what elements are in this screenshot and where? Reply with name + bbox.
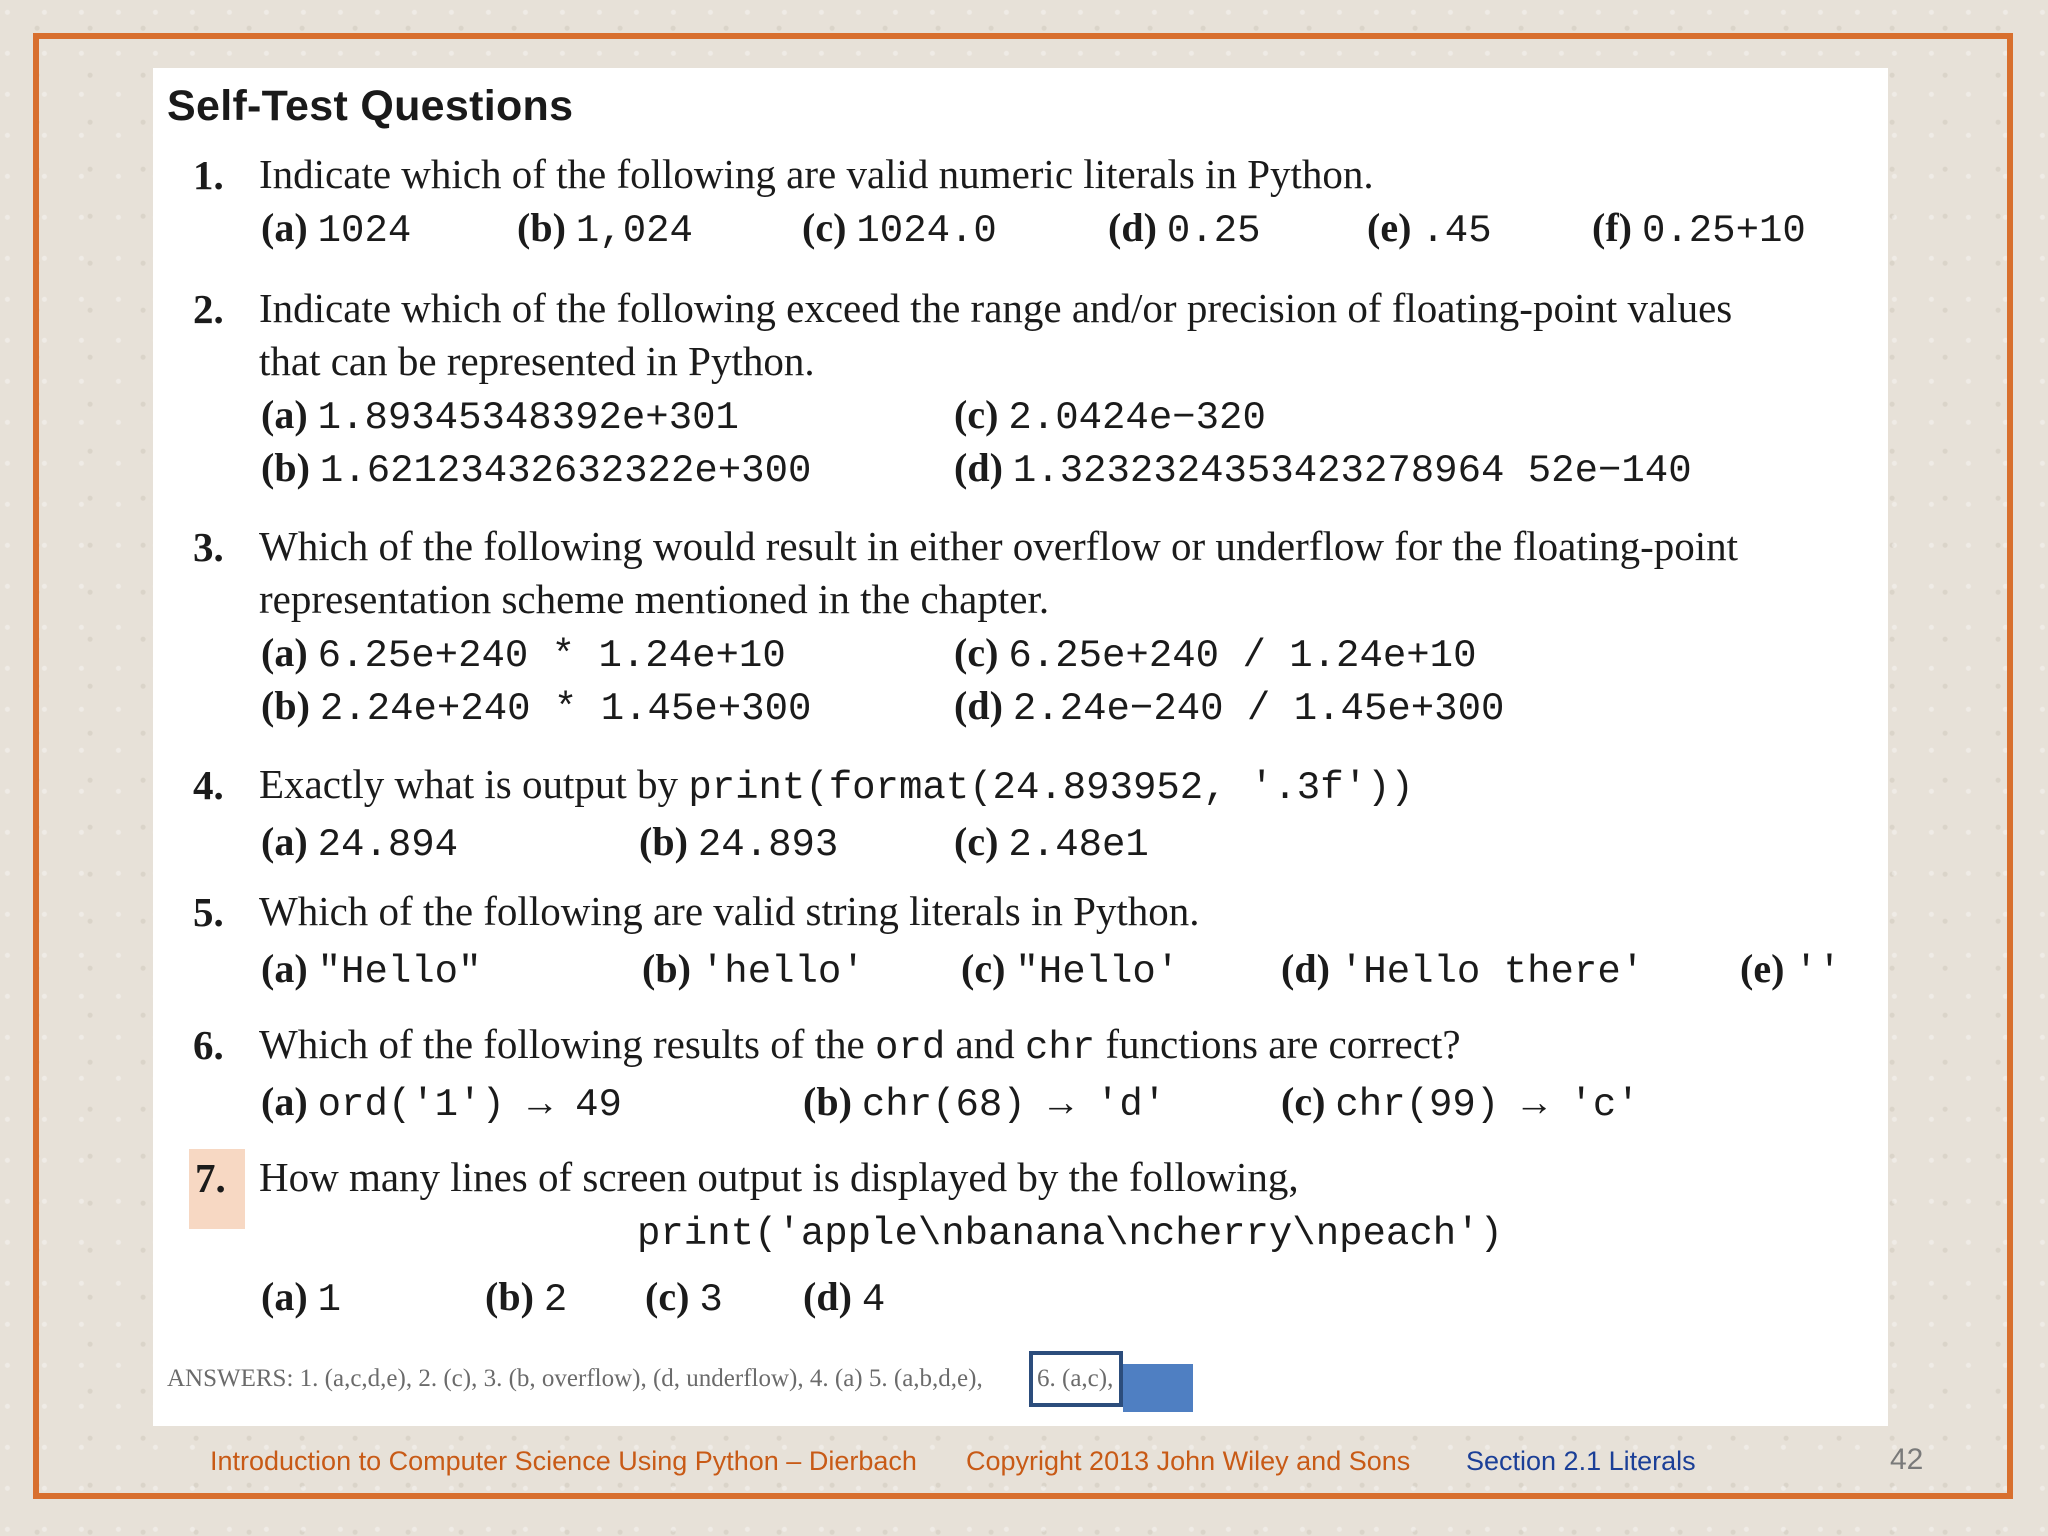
option-row	[261, 626, 1878, 679]
question-number: 2.	[193, 286, 224, 332]
question-2	[193, 282, 1878, 494]
option-a: (a) 1	[261, 1274, 342, 1322]
question-number: 4.	[193, 762, 224, 808]
option-b: (b) 'hello'	[642, 946, 865, 994]
question-text: Which of the following are valid string literals in Python.	[259, 888, 1200, 934]
option-row	[261, 388, 1878, 441]
option-c: (c) 2.48e1	[954, 819, 1149, 867]
question-text-line1: Which of the following would result in either overflow or underflow for the floating-point	[259, 523, 1739, 569]
question-4	[193, 758, 1878, 868]
textbook-page	[153, 68, 1888, 1426]
option-row	[261, 942, 1878, 995]
option-row	[261, 1270, 1878, 1323]
footer-section: Section 2.1 Literals	[1466, 1446, 1696, 1476]
question-3	[193, 520, 1878, 732]
inline-code: print(format(24.893952, '.3f'))	[688, 766, 1414, 810]
question-text: How many lines of screen output is displayed by the following,	[259, 1154, 1299, 1200]
question-5	[193, 885, 1878, 995]
page-heading: Self-Test Questions	[167, 82, 574, 130]
code-block	[193, 1204, 1878, 1270]
option-a: (a) ord('1') → 49	[261, 1079, 622, 1127]
option-b: (b) 24.893	[639, 819, 839, 867]
option-d: (d) 1.3232324353423278964 52e−140	[954, 445, 1692, 493]
option-row	[261, 201, 1878, 254]
answers-line: ANSWERS: 1. (a,c,d,e), 2. (c), 3. (b, overflow), (d, underflow), 4. (a) 5. (a,b,d,e),	[167, 1365, 983, 1392]
question-number: 5.	[193, 889, 224, 935]
option-c: (c) 6.25e+240 / 1.24e+10	[954, 630, 1477, 678]
option-d: (d) 0.25	[1108, 205, 1261, 253]
option-b: (b) 1.62123432632322e+300	[261, 445, 812, 493]
question-text: Indicate which of the following are valid numeric literals in Python.	[259, 151, 1374, 197]
option-e: (e) .45	[1367, 205, 1492, 253]
option-d: (d) 4	[803, 1274, 886, 1322]
question-text-line2: representation scheme mentioned in the chapter.	[259, 576, 1050, 622]
option-c: (c) 3	[645, 1274, 723, 1322]
option-c: (c) chr(99) → 'c'	[1281, 1079, 1640, 1127]
question-6	[193, 1018, 1878, 1128]
option-row	[261, 1075, 1878, 1128]
option-d: (d) 2.24e−240 / 1.45e+300	[954, 683, 1505, 731]
option-b: (b) 2.24e+240 * 1.45e+300	[261, 683, 812, 731]
boxed-answer: 6. (a,c),	[1037, 1365, 1114, 1392]
question-text-line2: that can be represented in Python.	[259, 338, 815, 384]
option-b: (b) chr(68) → 'd'	[803, 1079, 1167, 1127]
option-c: (c) 2.0424e−320	[954, 392, 1266, 440]
option-a: (a) "Hello"	[261, 946, 482, 994]
slide-number: 42	[1890, 1443, 1924, 1476]
option-c: (c) "Hello'	[961, 946, 1180, 994]
footer-copyright: Copyright 2013 John Wiley and Sons	[966, 1446, 1411, 1476]
option-a: (a) 6.25e+240 * 1.24e+10	[261, 630, 786, 678]
question-number: 3.	[193, 524, 224, 570]
question-text-line1: Indicate which of the following exceed the range and/or precision of floating-point values	[259, 285, 1733, 331]
option-row	[261, 815, 1878, 868]
option-f: (f) 0.25+10	[1592, 205, 1806, 253]
code-line: print('apple\nbanana\ncherry\npeach')	[637, 1212, 1503, 1256]
question-1	[193, 148, 1878, 254]
option-b: (b) 1,024	[517, 205, 693, 253]
answer-cover-rectangle[interactable]	[1123, 1364, 1193, 1412]
option-a: (a) 24.894	[261, 819, 459, 867]
option-row	[261, 441, 1878, 494]
footer-book-title: Introduction to Computer Science Using Python – Dierbach	[210, 1446, 917, 1476]
answer-highlight-box	[1029, 1351, 1123, 1407]
question-7	[193, 1151, 1878, 1323]
question-number: 1.	[193, 152, 224, 198]
option-c: (c) 1024.0	[802, 205, 997, 253]
option-e: (e) ''	[1740, 946, 1842, 994]
option-b: (b) 2	[485, 1274, 568, 1322]
option-d: (d) 'Hello there'	[1281, 946, 1645, 994]
question-text: Exactly what is output by print(format(24.893952, '.3f'))	[259, 761, 1414, 810]
question-number: 6.	[193, 1022, 224, 1068]
question-text: Which of the following results of the ord and chr functions are correct?	[259, 1021, 1461, 1070]
option-a: (a) 1.89345348392e+301	[261, 392, 739, 440]
question-number-highlighted: 7.	[189, 1149, 245, 1229]
option-a: (a) 1024	[261, 205, 412, 253]
option-row	[261, 679, 1878, 732]
